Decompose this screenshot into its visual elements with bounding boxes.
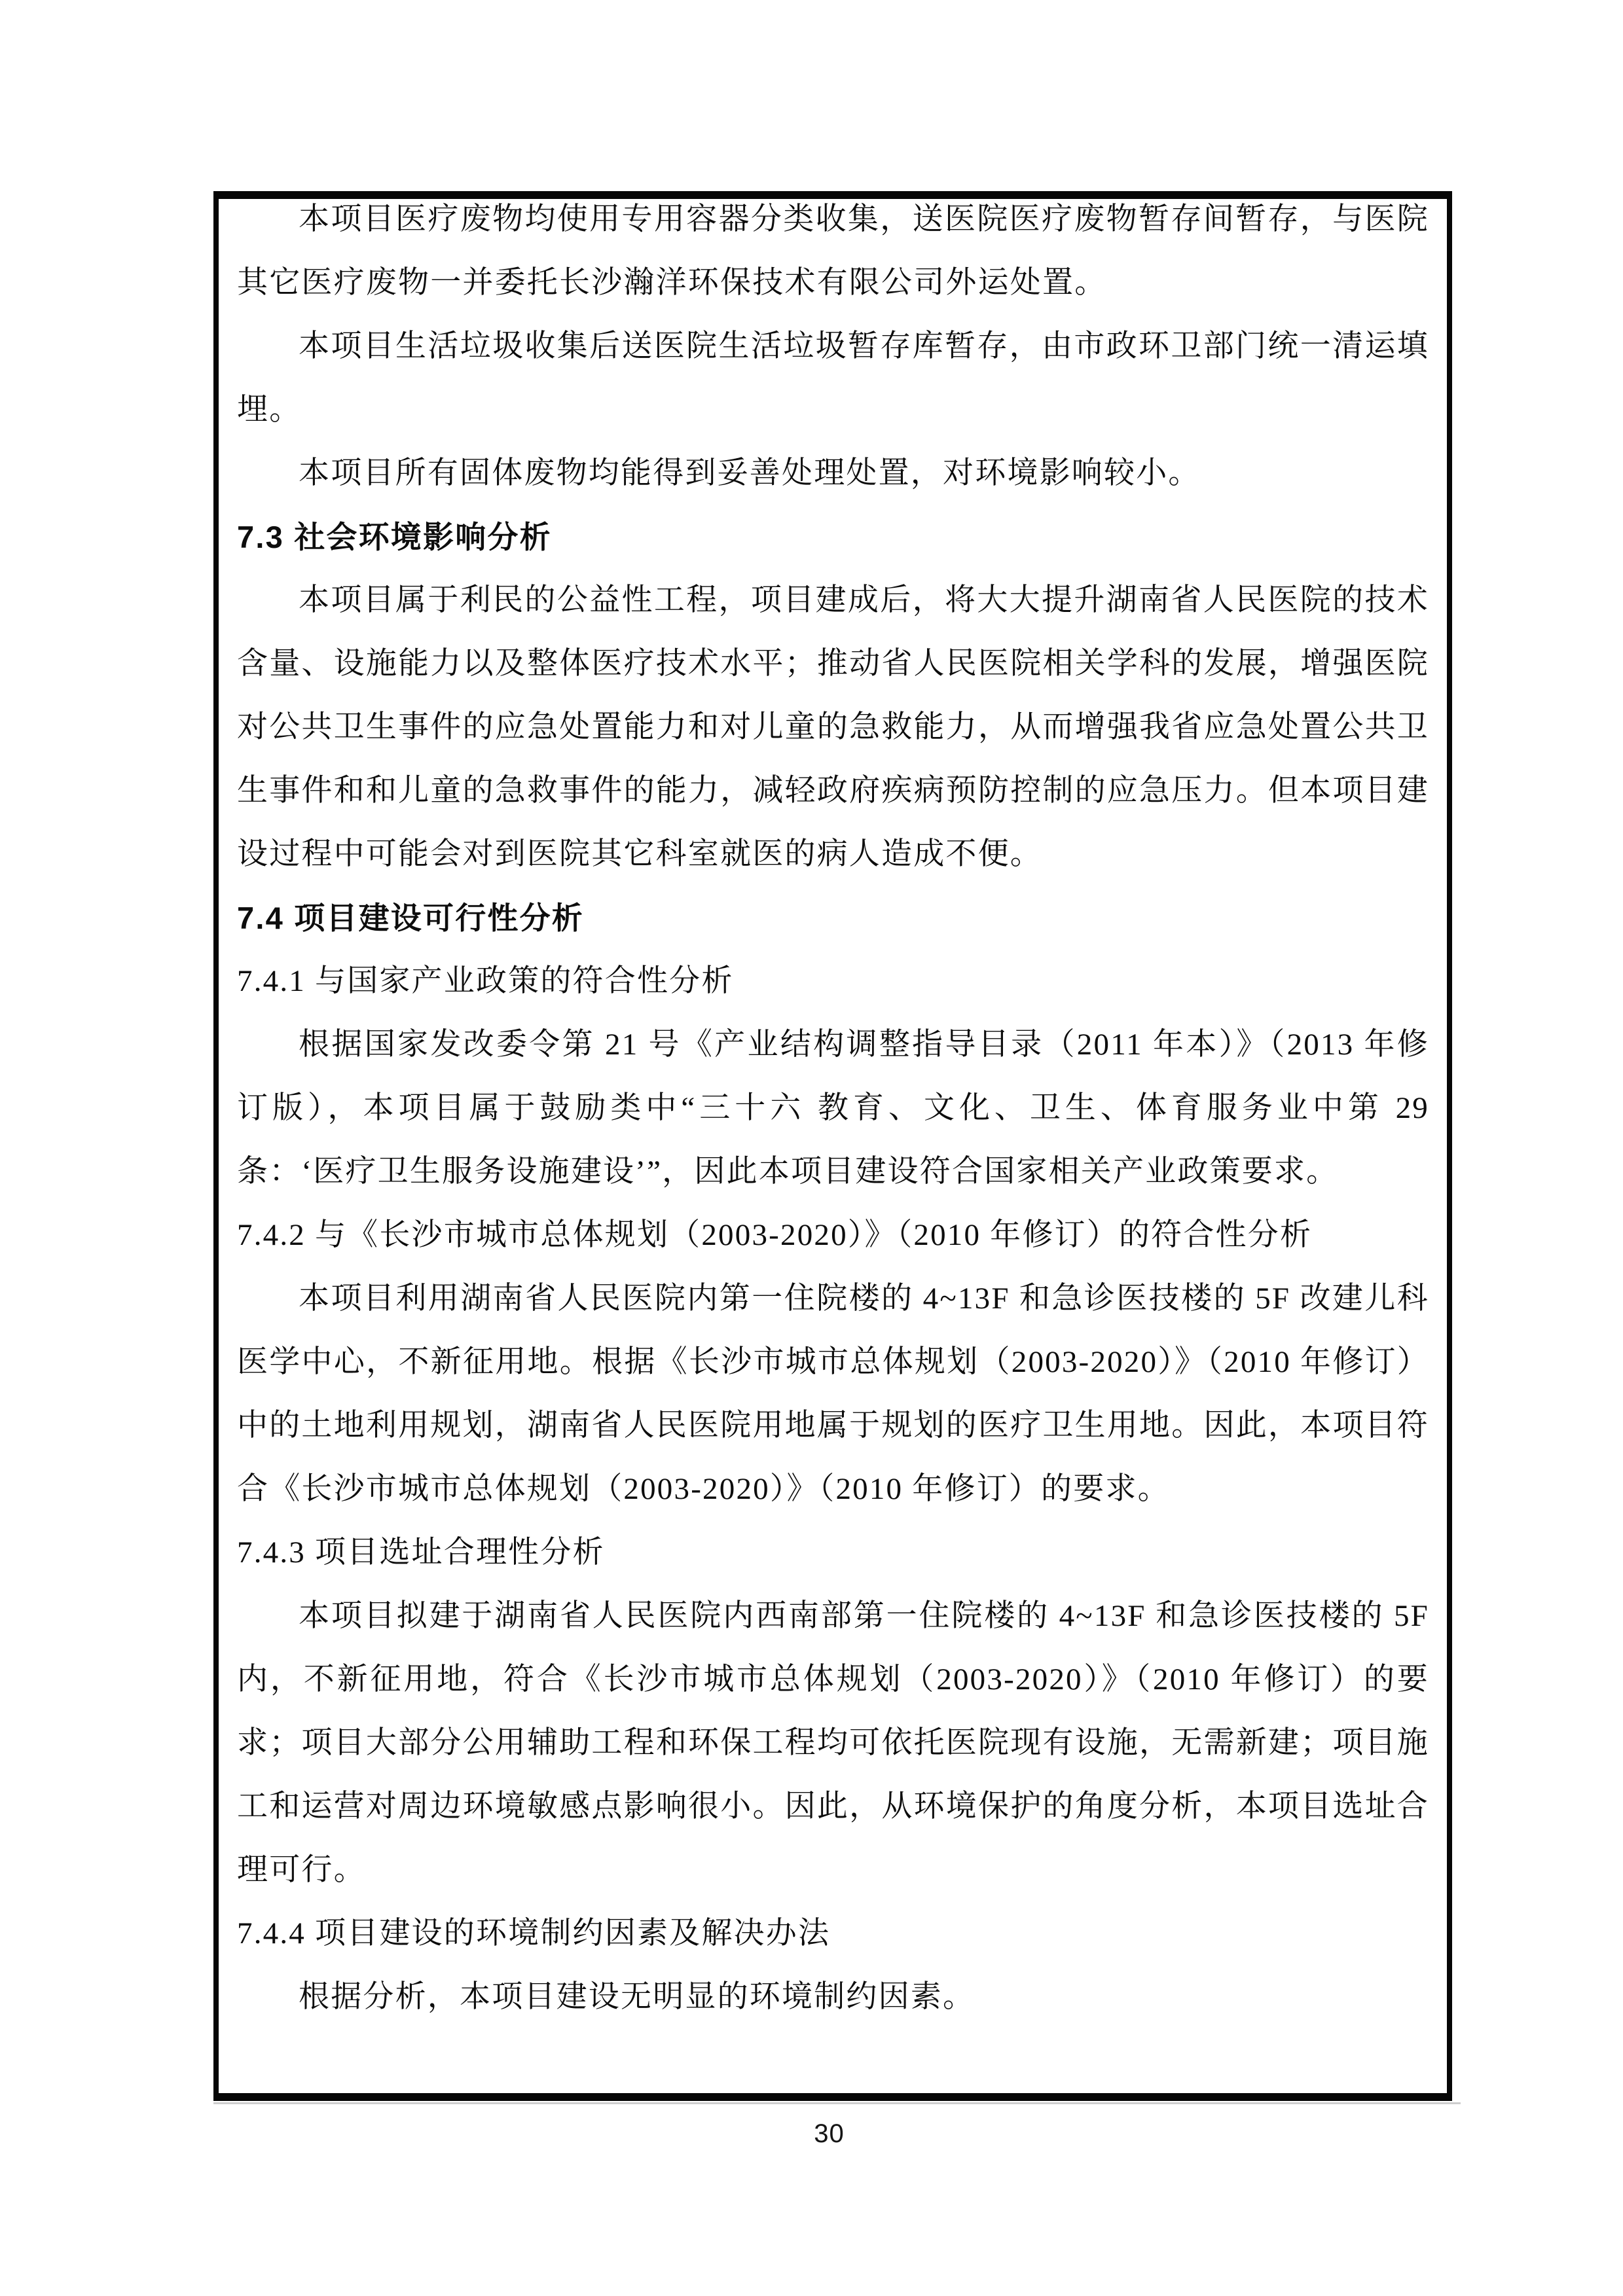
subsection-heading: 7.4.2 与《长沙市城市总体规划（2003-2020）》（2010 年修订）的符合性分析: [237, 1218, 1313, 1252]
section-heading: 7.4 项目建设可行性分析: [237, 901, 584, 935]
paragraph: 根据国家发改委令第 21 号《产业结构调整指导目录（2011 年本）》（2013 年修订版），本项目属于鼓励类中“三十六 教育、文化、卫生、体育服务业中第 29 条：‘医疗卫生服务设施建设’”，因此本项目建设符合国家相关产业政策要求。: [237, 1028, 1429, 1189]
scan-artifact-line: [213, 2102, 1461, 2104]
subsection-heading: 7.4.4 项目建设的环境制约因素及解决办法: [237, 1916, 831, 1950]
section-heading: 7.3 社会环境影响分析: [237, 520, 552, 554]
paragraph: 本项目所有固体废物均能得到妥善处理处置，对环境影响较小。: [299, 456, 1201, 490]
subsection-heading: 7.4.3 项目选址合理性分析: [237, 1535, 605, 1570]
subsection-heading: 7.4.1 与国家产业政策的符合性分析: [237, 964, 734, 998]
page-number: 30: [814, 2119, 845, 2148]
document-body: [237, 188, 1429, 2029]
paragraph: 本项目医疗废物均使用专用容器分类收集，送医院医疗废物暂存间暂存，与医院其它医疗废物一并委托长沙瀚洋环保技术有限公司外运处置。: [237, 202, 1429, 300]
paragraph: 本项目利用湖南省人民医院内第一住院楼的 4~13F 和急诊医技楼的 5F 改建儿科医学中心，不新征用地。根据《长沙市城市总体规划（2003-2020）》（2010 年修订）中的土地利用规划，湖南省人民医院用地属于规划的医疗卫生用地。因此，本项目符合《长沙市城市总体规划（2003-2020）》（2010 年修订）的要求。: [237, 1282, 1429, 1506]
content-border-box: [213, 191, 1452, 2101]
paragraph: 本项目生活垃圾收集后送医院生活垃圾暂存库暂存，由市政环卫部门统一清运填埋。: [237, 329, 1429, 427]
paragraph: 本项目拟建于湖南省人民医院内西南部第一住院楼的 4~13F 和急诊医技楼的 5F 内，不新征用地，符合《长沙市城市总体规划（2003-2020）》（2010 年修订）的要求；项目大部分公用辅助工程和环保工程均可依托医院现有设施，无需新建；项目施工和运营对周边环境敏感点影响很小。因此，从环境保护的角度分析，本项目选址合理可行。: [237, 1599, 1429, 1887]
paragraph: 根据分析，本项目建设无明显的环境制约因素。: [299, 1980, 976, 2014]
paragraph: 本项目属于利民的公益性工程，项目建成后，将大大提升湖南省人民医院的技术含量、设施能力以及整体医疗技术水平；推动省人民医院相关学科的发展，增强医院对公共卫生事件的应急处置能力和对儿童的急救能力，从而增强我省应急处置公共卫生事件和和儿童的急救事件的能力，减轻政府疾病预防控制的应急压力。但本项目建设过程中可能会对到医院其它科室就医的病人造成不便。: [237, 583, 1429, 871]
